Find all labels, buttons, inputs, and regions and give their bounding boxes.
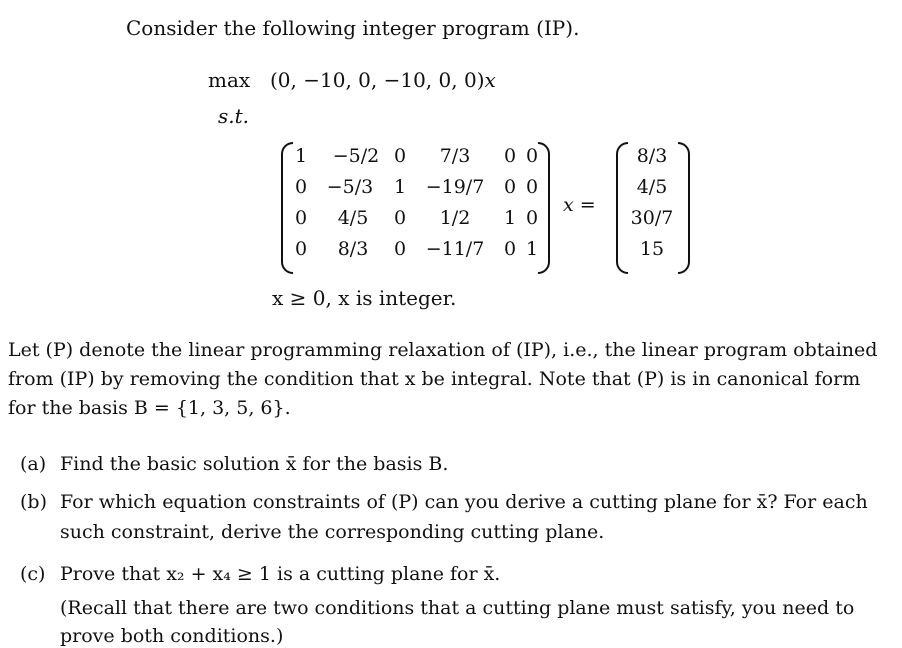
matrix-cell: 8/3 [337, 238, 369, 260]
matrix-cell: 0 [525, 176, 539, 198]
objective-variable: x [484, 68, 496, 92]
vector-cell: 4/5 [636, 176, 668, 198]
matrix-cell: 0 [503, 176, 517, 198]
vector-cell: 8/3 [636, 145, 668, 167]
matrix-cell: 1 [294, 145, 308, 167]
question-a-text: Find the basic solution x̄ for the basis B. [60, 453, 449, 475]
matrix-cell: 1 [525, 238, 539, 260]
matrix-cell: −5/2 [332, 145, 380, 167]
integrality-constraint: x ≥ 0, x is integer. [272, 286, 457, 310]
paragraph-line-2: from (IP) by removing the condition that x be integral. Note that (P) is in canonical form [8, 368, 861, 390]
question-c-line-1: Prove that x₂ + x₄ ≥ 1 is a cutting plane for x̄. [60, 563, 501, 585]
paragraph-line-1: Let (P) denote the linear programming relaxation of (IP), i.e., the linear program obtained [8, 339, 878, 361]
question-b-line-2: such constraint, derive the corresponding cutting plane. [60, 521, 605, 543]
question-b-label: (b) [20, 491, 47, 513]
matrix-cell: −5/3 [326, 176, 374, 198]
matrix-cell: 0 [503, 238, 517, 260]
question-a-label: (a) [20, 453, 47, 475]
matrix-cell: −11/7 [425, 238, 485, 260]
matrix-cell: 0 [294, 238, 308, 260]
question-b-line-1: For which equation constraints of (P) can you derive a cutting plane for x̄? For each [60, 491, 868, 513]
objective-coefficients: (0, −10, 0, −10, 0, 0) [270, 68, 485, 92]
matrix-cell: 0 [393, 145, 407, 167]
question-c-line-2: (Recall that there are two conditions that a cutting plane must satisfy, you need to [60, 597, 855, 619]
matrix-cell: 0 [525, 145, 539, 167]
objective-label: max [208, 68, 251, 92]
matrix-cell: 0 [503, 145, 517, 167]
vector-cell: 15 [639, 238, 665, 260]
matrix-cell: 4/5 [337, 207, 369, 229]
objective-expression [270, 68, 496, 92]
matrix-cell: 1/2 [439, 207, 471, 229]
matrix-cell: 1 [393, 176, 407, 198]
matrix-cell: −19/7 [425, 176, 485, 198]
intro-text: Consider the following integer program (IP). [126, 16, 580, 40]
matrix-cell: 7/3 [439, 145, 471, 167]
matrix-cell: 0 [393, 207, 407, 229]
question-c-label: (c) [20, 563, 46, 585]
matrix-cell: 0 [294, 176, 308, 198]
vector-cell: 30/7 [630, 207, 674, 229]
matrix-cell: 1 [503, 207, 517, 229]
matrix-cell: 0 [525, 207, 539, 229]
st-label: s.t. [218, 104, 250, 128]
matrix-cell: 0 [294, 207, 308, 229]
paragraph-line-3: for the basis B = {1, 3, 5, 6}. [8, 397, 291, 419]
question-c-line-3: prove both conditions.) [60, 625, 284, 647]
equals-sign: x = [563, 194, 596, 216]
matrix-cell: 0 [393, 238, 407, 260]
